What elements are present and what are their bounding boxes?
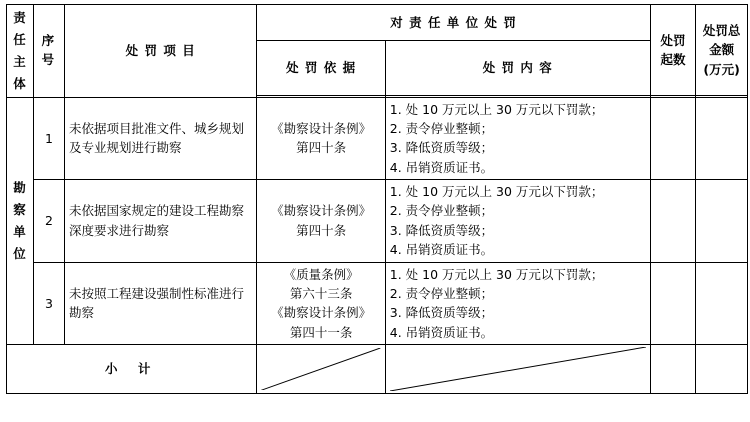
cell-content-line: 3. 降低资质等级； (389, 305, 494, 321)
header-item-label: 处 罚 项 目 (125, 43, 196, 59)
cell-seq: 2 (33, 180, 64, 263)
cell-basis (257, 262, 385, 345)
table-header-row-1 (7, 5, 748, 41)
cell-seq: 3 (33, 262, 64, 345)
cell-content-line: 3. 降低资质等级； (389, 140, 494, 156)
cell-total-amount (696, 97, 748, 180)
cell-subject (7, 97, 34, 345)
table-subtotal-row (7, 345, 748, 394)
cell-basis-line: 第六十三条 (289, 285, 353, 301)
cell-seq: 1 (33, 97, 64, 180)
cell-basis (257, 180, 385, 263)
subtotal-content-strikethrough (385, 345, 650, 394)
cell-content-line: 1. 处 10 万元以上 30 万元以下罚款； (389, 101, 604, 117)
cell-basis-line: 第四十一条 (289, 324, 353, 340)
header-basis-label: 处 罚 依 据 (286, 60, 357, 76)
penalty-table (6, 4, 748, 394)
cell-total-amount (696, 262, 748, 345)
cell-content-line: 1. 处 10 万元以上 30 万元以下罚款； (389, 266, 604, 282)
header-group-penalty (257, 5, 650, 41)
header-subject-label: 责任主体 (13, 10, 27, 91)
table-row (7, 97, 748, 180)
cell-basis-line: 第四十条 (296, 222, 347, 238)
table-row (7, 180, 748, 263)
subtotal-total-amount (696, 345, 748, 394)
cell-times (650, 262, 696, 345)
cell-times (650, 97, 696, 180)
subtotal-times (650, 345, 696, 394)
header-seq (33, 5, 64, 98)
cell-content-line: 4. 吊销资质证书。 (389, 242, 494, 258)
cell-item: 未依据国家规定的建设工程勘察深度要求进行勘察 (64, 180, 256, 263)
cell-item: 未按照工程建设强制性标准进行勘察 (64, 262, 256, 345)
header-subject (7, 5, 34, 98)
cell-content (385, 262, 650, 345)
cell-content-line: 3. 降低资质等级； (389, 222, 494, 238)
header-times (650, 5, 696, 96)
cell-basis-line: 《勘察设计条例》 (271, 120, 372, 136)
cell-content-line: 4. 吊销资质证书。 (389, 324, 494, 340)
header-group-penalty-label: 对 责 任 单 位 处 罚 (390, 14, 517, 30)
header-content-label: 处 罚 内 容 (482, 60, 553, 76)
header-item (64, 5, 256, 98)
cell-content-line: 2. 责令停业整顿； (389, 203, 494, 219)
cell-content (385, 97, 650, 180)
cell-item: 未依据项目批准文件、城乡规划及专业规划进行勘察 (64, 97, 256, 180)
header-times-label: 处罚起数 (660, 32, 686, 68)
cell-subject-label: 勘察单位 (13, 180, 27, 261)
header-total-amount (696, 5, 748, 96)
header-content (385, 40, 650, 95)
cell-content-line: 1. 处 10 万元以上 30 万元以下罚款； (389, 184, 604, 199)
cell-basis (257, 97, 385, 180)
subtotal-label: 小 计 (7, 345, 257, 394)
subtotal-basis-strikethrough (257, 345, 385, 394)
cell-content-line: 4. 吊销资质证书。 (389, 159, 494, 175)
cell-content (385, 180, 650, 263)
cell-times (650, 180, 696, 263)
cell-content-line: 2. 责令停业整顿； (389, 285, 494, 301)
cell-basis-line: 《质量条例》 (283, 266, 359, 282)
table-row (7, 262, 748, 345)
header-basis (257, 40, 385, 95)
cell-basis-line: 第四十条 (296, 140, 347, 156)
header-total-amount-label: 处罚总金额(万元) (702, 22, 741, 77)
cell-basis-line: 《勘察设计条例》 (271, 305, 372, 321)
cell-content-line: 2. 责令停业整顿； (389, 120, 494, 136)
cell-basis-line: 《勘察设计条例》 (271, 203, 372, 219)
header-seq-label: 序号 (41, 33, 57, 67)
cell-total-amount (696, 180, 748, 263)
